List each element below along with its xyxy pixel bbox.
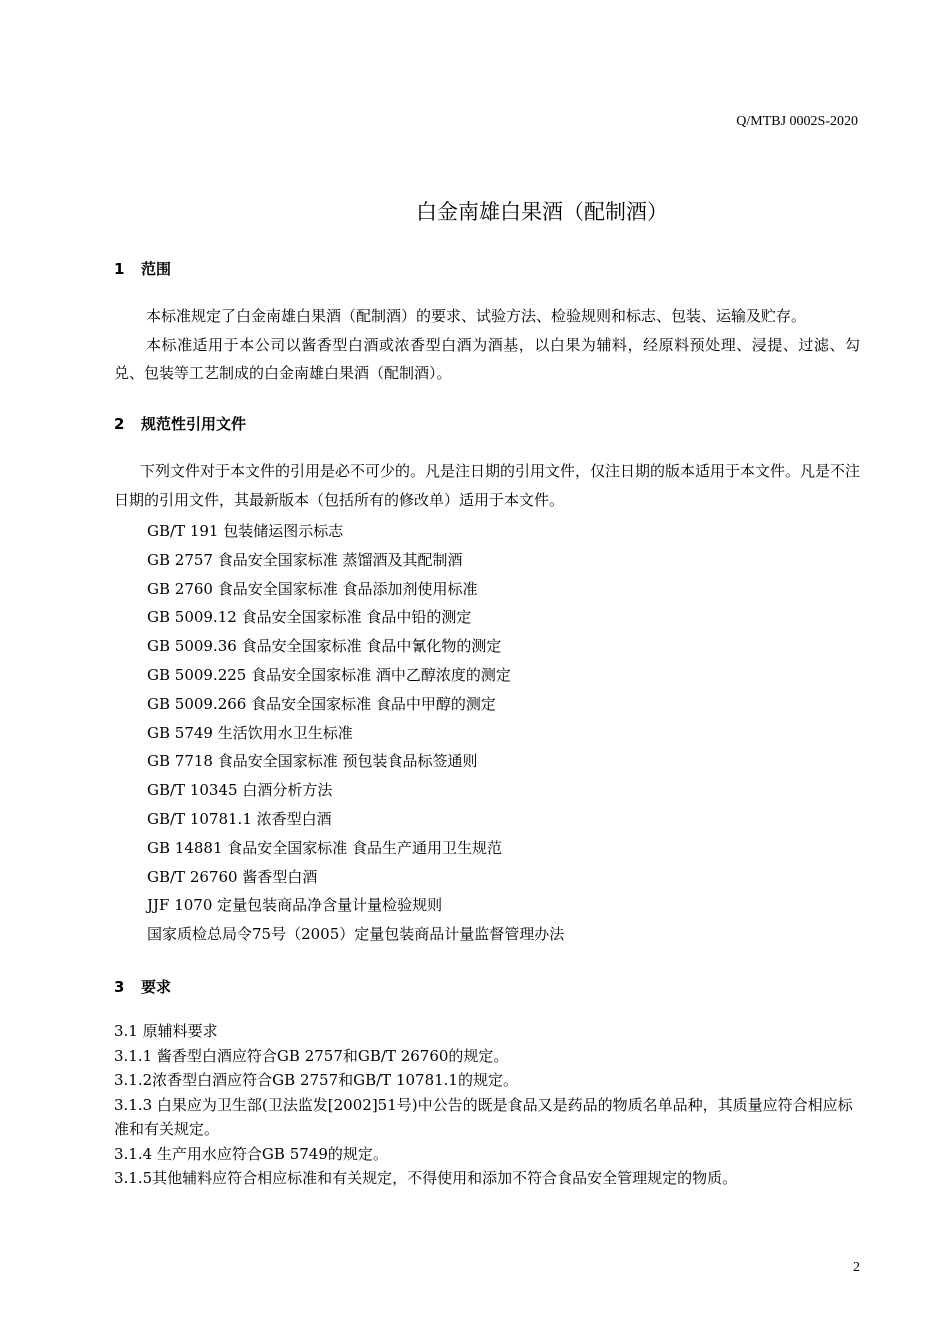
page-number: 2 (853, 1260, 860, 1275)
section-title: 规范性引用文件 (141, 415, 247, 433)
requirement-item: 3.1.1 酱香型白酒应符合GB 2757和GB/T 26760的规定。 (114, 1046, 509, 1065)
standard-number: Q/MTBJ 0002S-2020 (736, 114, 858, 129)
requirement-item: 3.1.3 白果应为卫生部(卫法监发[2002]51号)中公告的既是食品又是药品的物质名单品种，其质量应符合相应标准和有关规定。 (114, 1095, 853, 1138)
reference-item: GB 2757 食品安全国家标准 蒸馏酒及其配制酒 (147, 550, 463, 569)
section-number: 3 (114, 978, 125, 996)
section-title: 要求 (141, 978, 172, 996)
reference-item: GB 5009.36 食品安全国家标准 食品中氰化物的测定 (147, 637, 502, 656)
paragraph: 本标准规定了白金南雄白果酒（配制酒）的要求、试验方法、检验规则和标志、包装、运输及贮存。 (146, 307, 807, 325)
section-number: 2 (114, 415, 125, 433)
scope-text (114, 302, 860, 388)
section-1-heading (114, 258, 171, 279)
reference-item: GB 7718 食品安全国家标准 预包装食品标签通则 (147, 752, 478, 771)
reference-item: GB 2760 食品安全国家标准 食品添加剂使用标准 (147, 579, 478, 598)
reference-list (147, 517, 564, 949)
document-title: 白金南雄白果酒（配制酒） (416, 200, 668, 224)
paragraph: 本标准适用于本公司以酱香型白酒或浓香型白酒为酒基，以白果为辅料，经原料预处理、浸提、过滤、勾兑、包装等工艺制成的白金南雄白果酒（配制酒）。 (114, 335, 860, 382)
reference-item: GB/T 26760 酱香型白酒 (147, 867, 318, 886)
paragraph: 下列文件对于本文件的引用是必不可少的。凡是注日期的引用文件，仅注日期的版本适用于本文件。凡是不注日期的引用文件，其最新版本（包括所有的修改单）适用于本文件。 (114, 462, 861, 509)
section-2-heading (114, 413, 246, 434)
requirement-item: 3.1.4 生产用水应符合GB 5749的规定。 (114, 1144, 388, 1163)
refs-intro (114, 457, 860, 514)
requirement-item: 3.1 原辅料要求 (114, 1022, 218, 1040)
section-number: 1 (114, 260, 125, 278)
requirement-item: 3.1.2浓香型白酒应符合GB 2757和GB/T 10781.1的规定。 (114, 1071, 518, 1089)
reference-item: GB 14881 食品安全国家标准 食品生产通用卫生规范 (147, 838, 503, 857)
reference-item: JJF 1070 定量包装商品净含量计量检验规则 (147, 896, 443, 915)
reference-item: GB 5009.12 食品安全国家标准 食品中铅的测定 (147, 608, 472, 627)
reference-item: GB/T 10781.1 浓香型白酒 (147, 809, 332, 828)
reference-item: GB/T 10345 白酒分析方法 (147, 781, 333, 800)
section-title: 范围 (141, 260, 172, 278)
reference-item: 国家质检总局令75号（2005）定量包装商品计量监督管理办法 (147, 925, 565, 944)
requirement-item: 3.1.5其他辅料应符合相应标准和有关规定，不得使用和添加不符合食品安全管理规定的物质。 (114, 1169, 738, 1187)
reference-item: GB 5009.266 食品安全国家标准 食品中甲醇的测定 (147, 694, 496, 713)
reference-item: GB/T 191 包装储运图示标志 (147, 522, 344, 540)
reference-item: GB 5749 生活饮用水卫生标准 (147, 723, 353, 742)
section-3-heading (114, 976, 171, 997)
reference-item: GB 5009.225 食品安全国家标准 酒中乙醇浓度的测定 (147, 665, 511, 684)
requirements-list (114, 1019, 860, 1191)
